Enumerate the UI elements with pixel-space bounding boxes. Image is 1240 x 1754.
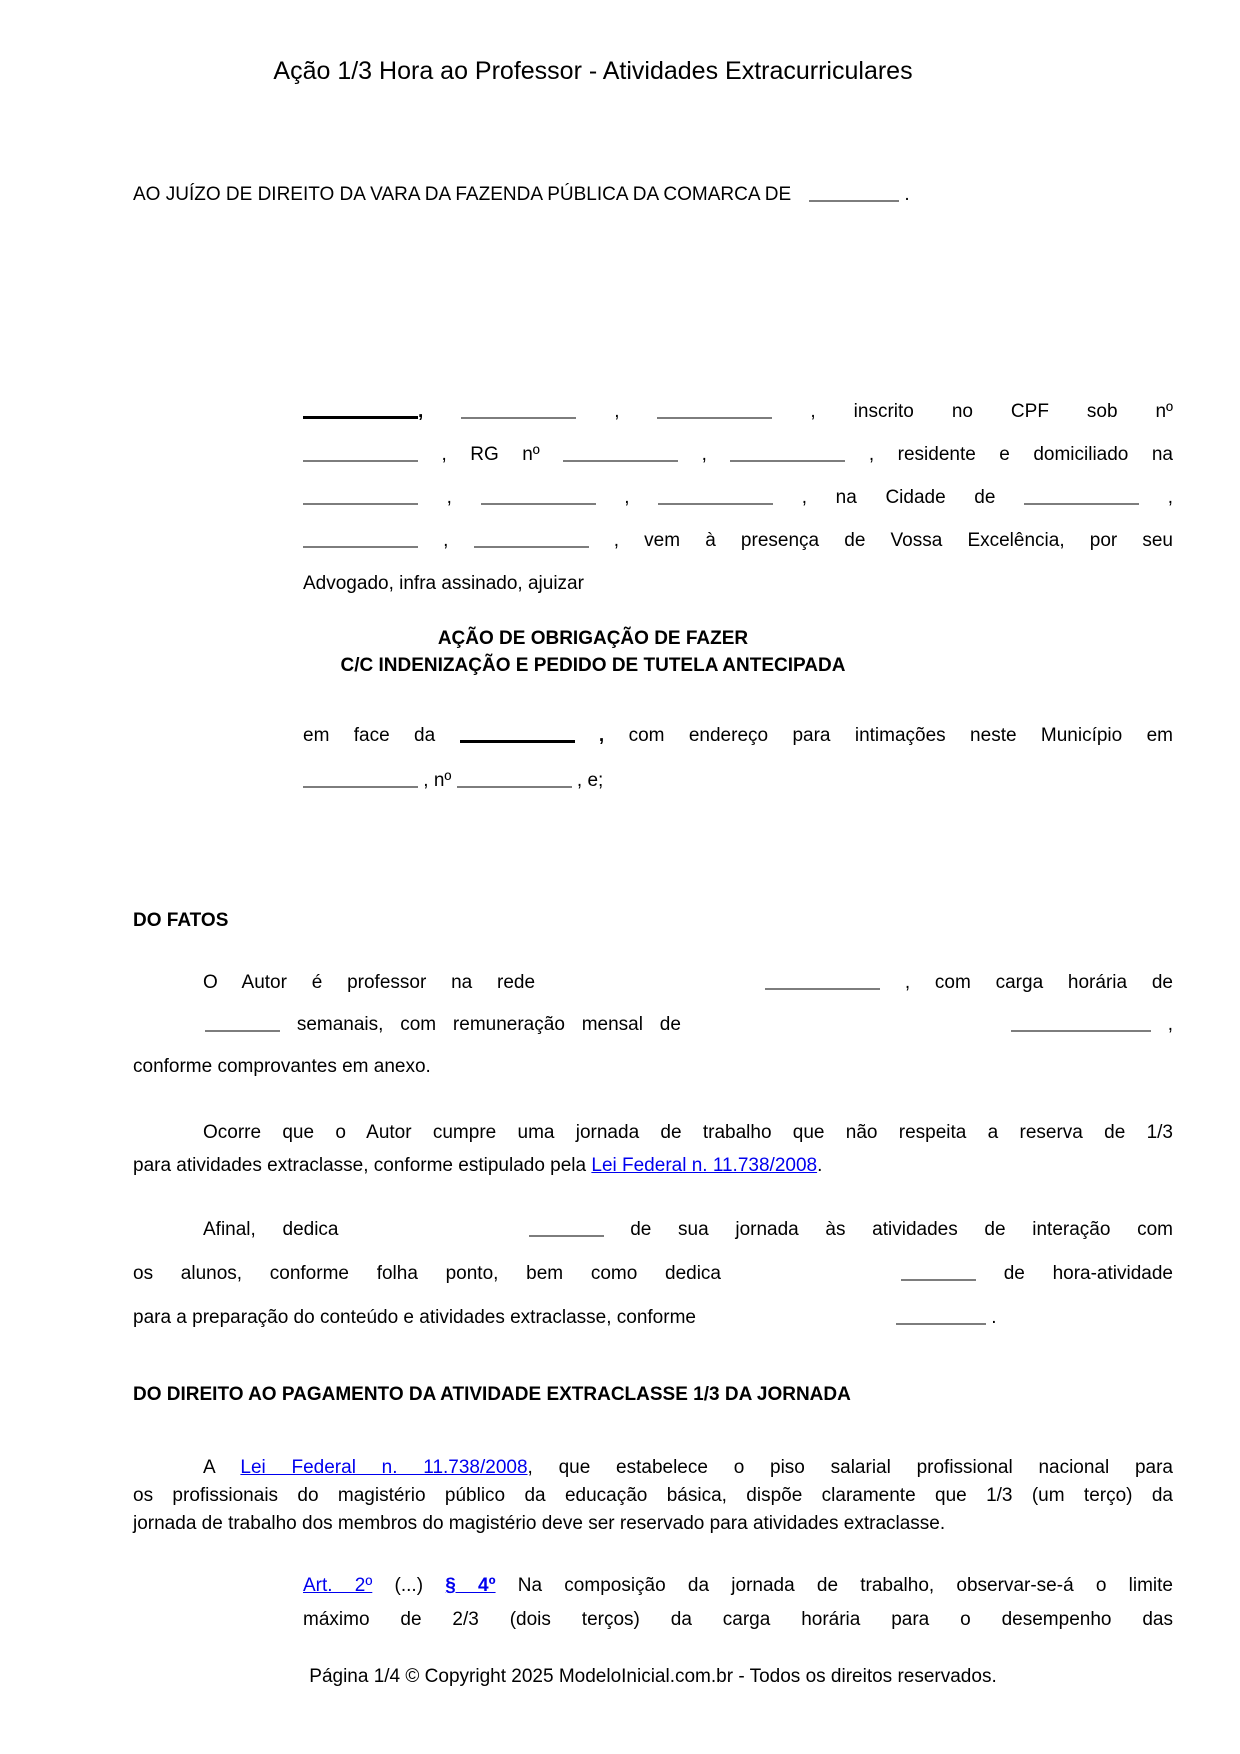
action-title-line2: C/C INDENIZAÇÃO E PEDIDO DE TUTELA ANTECIPADA	[340, 655, 846, 676]
legal-reference-link[interactable]: § 4º	[445, 1575, 496, 1596]
text-line	[133, 1004, 1173, 1046]
fill-in-blank-field[interactable]	[457, 775, 572, 788]
fill-in-blank-field[interactable]	[563, 449, 678, 462]
fill-in-blank-field[interactable]	[303, 492, 418, 505]
fill-in-blank-field[interactable]	[303, 449, 418, 462]
text-run: ,	[576, 401, 658, 422]
text-line	[133, 182, 1173, 208]
text-run: de hora-atividade	[976, 1263, 1173, 1284]
legal-reference-link[interactable]: Lei Federal n. 11.738/2008	[591, 1155, 818, 1176]
text-run: , RG nº	[418, 444, 564, 465]
text-run: os alunos, conforme folha ponto, bem como dedica	[133, 1263, 721, 1284]
text-run: O Autor é professor na rede	[203, 972, 536, 993]
fill-in-blank-field[interactable]	[1024, 492, 1139, 505]
text-line	[303, 562, 1173, 605]
text-line	[133, 1149, 1173, 1182]
legal-reference-link[interactable]: Lei Federal n. 11.738/2008	[240, 1457, 528, 1478]
text-line	[133, 1510, 1173, 1538]
text-run: Ocorre que o Autor cumpre uma jornada de trabalho que não respeita a reserva de 1/3	[203, 1122, 1173, 1143]
text-run: , com carga horária de	[880, 972, 1173, 993]
text-run: Advogado, infra assinado, ajuizar	[303, 573, 584, 594]
text-run: AO JUÍZO DE DIREITO DA VARA DA FAZENDA PÚBLICA DA COMARCA DE	[133, 184, 792, 205]
text-run: para atividades extraclasse, conforme estipulado pela	[133, 1155, 592, 1176]
fill-in-blank-field[interactable]	[901, 1268, 976, 1281]
text-run: .	[899, 184, 910, 205]
text-run: com endereço para intimações neste Município em	[604, 725, 1173, 746]
fill-in-blank-field[interactable]	[529, 1224, 604, 1237]
fill-in-blank-field[interactable]	[657, 406, 772, 419]
text-run: , inscrito no CPF sob nº	[772, 401, 1173, 422]
action-title	[303, 625, 883, 679]
fill-in-blank-field[interactable]	[765, 977, 880, 990]
text-run: para a preparação do conteúdo e atividades extraclasse, conforme	[133, 1307, 696, 1328]
fill-in-blank-field[interactable]	[1011, 1019, 1151, 1032]
legal-reference-link[interactable]: Art. 2º	[303, 1575, 373, 1596]
text-run-bold: ,	[574, 725, 605, 746]
text-line	[133, 1208, 1173, 1252]
text-run: de sua jornada às atividades de interação com	[603, 1219, 1173, 1240]
spacer	[133, 1472, 203, 1473]
text-line	[133, 1454, 1173, 1482]
text-run: , residente e domiciliado na	[845, 444, 1173, 465]
text-run: , vem à presença de Vossa Excelência, por seu	[588, 530, 1174, 551]
text-line	[133, 1252, 1173, 1296]
text-run: Afinal, dedica	[203, 1219, 339, 1240]
text-run: A	[203, 1457, 241, 1478]
text-line	[133, 1482, 1173, 1510]
text-run: ,	[418, 487, 481, 508]
fill-in-blank-field[interactable]	[303, 535, 418, 548]
spacer	[696, 1322, 896, 1323]
text-run: , nº	[418, 770, 457, 791]
text-line	[133, 962, 1173, 1004]
action-title-line1: AÇÃO DE OBRIGAÇÃO DE FAZER	[437, 628, 749, 649]
text-run: máximo de 2/3 (dois terços) da carga horária para o desempenho das	[303, 1609, 1173, 1630]
spacer	[535, 987, 765, 988]
text-line	[303, 519, 1173, 562]
text-run: Na composição da jornada de trabalho, observar-se-á o limite	[495, 1575, 1173, 1596]
spacer	[133, 1234, 203, 1235]
spacer	[791, 199, 809, 200]
text-line	[303, 390, 1173, 433]
text-line	[303, 758, 1173, 803]
text-run: os profissionais do magistério público da educação básica, dispõe claramente que 1/3 (um terço) da	[133, 1485, 1173, 1506]
text-line	[303, 1603, 1173, 1637]
text-line	[133, 1116, 1173, 1149]
fill-in-blank-field[interactable]	[461, 406, 576, 419]
facts-paragraph-3	[133, 1208, 1173, 1340]
law-paragraph	[133, 1454, 1173, 1538]
text-line	[303, 433, 1173, 476]
party-qualification	[303, 390, 1173, 605]
fill-in-blank-field[interactable]	[809, 189, 899, 202]
fill-in-blank-field[interactable]	[303, 406, 418, 419]
text-run: (...)	[372, 1575, 446, 1596]
spacer	[133, 1029, 205, 1030]
text-run: .	[985, 1307, 997, 1328]
spacer	[681, 1029, 1011, 1030]
section-heading-dos-fatos: DO FATOS	[133, 910, 229, 931]
text-run: ,	[418, 530, 474, 551]
text-line	[133, 1046, 1173, 1088]
fill-in-blank-field[interactable]	[730, 449, 845, 462]
fill-in-blank-field[interactable]	[460, 730, 575, 743]
fill-in-blank-field[interactable]	[205, 1019, 280, 1032]
fill-in-blank-field[interactable]	[481, 492, 596, 505]
spacer	[721, 1278, 901, 1279]
spacer	[133, 987, 203, 988]
page-footer: Página 1/4 © Copyright 2025 ModeloInicial.com.br - Todos os direitos reservados.	[309, 1666, 997, 1687]
facts-paragraph-1	[133, 962, 1173, 1088]
fill-in-blank-field[interactable]	[303, 775, 418, 788]
law-quote-art2	[303, 1569, 1173, 1637]
section-heading-do-direito: DO DIREITO AO PAGAMENTO DA ATIVIDADE EXTRACLASSE 1/3 DA JORNADA	[133, 1384, 851, 1405]
text-run: , na Cidade de	[773, 487, 1025, 508]
document-title: Ação 1/3 Hora ao Professor - Atividades Extracurriculares	[273, 57, 913, 85]
text-run: ,	[1150, 1014, 1174, 1035]
spacer	[133, 1137, 203, 1138]
text-run: ,	[595, 487, 659, 508]
text-run: jornada de trabalho dos membros do magistério deve ser reservado para atividades extraclasse.	[133, 1513, 946, 1534]
fill-in-blank-field[interactable]	[896, 1312, 986, 1325]
text-run-bold: ,	[418, 401, 424, 422]
fill-in-blank-field[interactable]	[474, 535, 589, 548]
text-run: ,	[678, 444, 731, 465]
spacer	[339, 1234, 529, 1235]
court-addressing	[133, 182, 1173, 208]
text-run: em face da	[303, 725, 460, 746]
defendant-clause	[303, 713, 1173, 803]
facts-paragraph-2	[133, 1116, 1173, 1182]
text-run: conforme comprovantes em anexo.	[133, 1056, 431, 1077]
text-line	[303, 1569, 1173, 1603]
text-run: , que estabelece o piso salarial profissional nacional para	[527, 1457, 1174, 1478]
text-run: , e;	[571, 770, 604, 791]
fill-in-blank-field[interactable]	[658, 492, 773, 505]
text-line	[303, 476, 1173, 519]
text-line	[303, 713, 1173, 758]
text-run: semanais, com remuneração mensal de	[280, 1014, 681, 1035]
text-run: .	[817, 1155, 823, 1176]
text-run: ,	[1139, 487, 1173, 508]
text-run	[423, 401, 461, 422]
text-line	[133, 1296, 1173, 1340]
